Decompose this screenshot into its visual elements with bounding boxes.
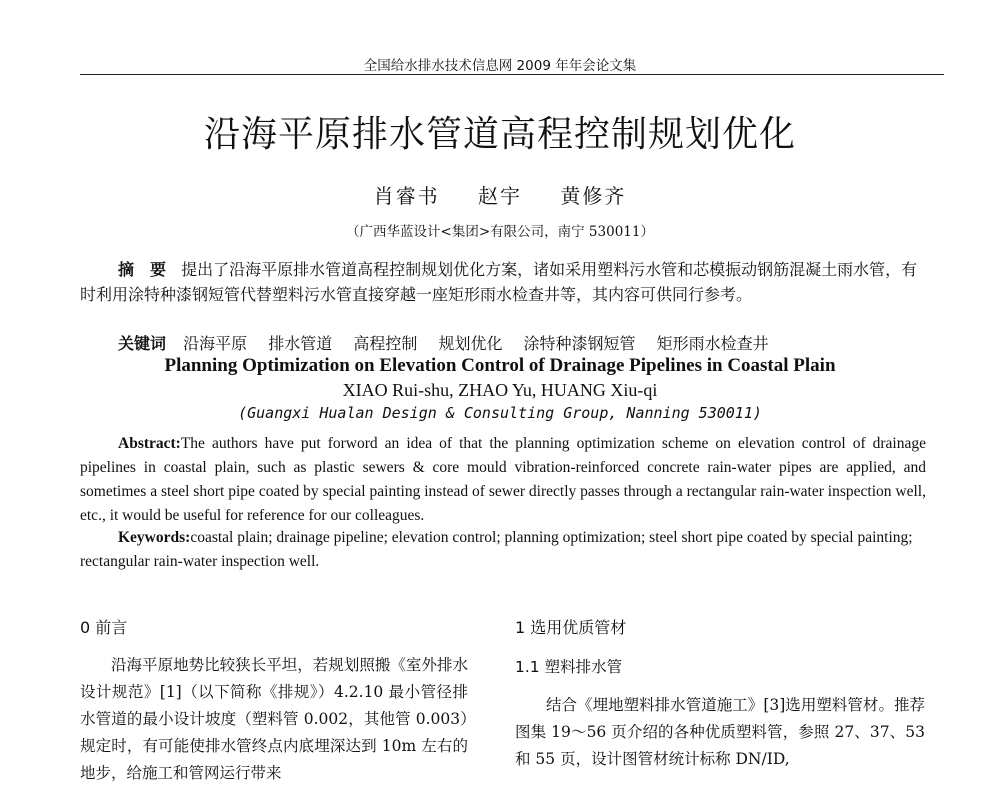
intro-paragraph: 沿海平原地势比较狭长平坦，若规划照搬《室外排水设计规范》[1]（以下简称《排规》）4.2.10 最小管径排水管道的最小设计坡度（塑料管 0.002，其他管 0.003）规定时，有可能使排水管终点内底埋深达到 10m 左右的地步，给施工和管网运行带来 xyxy=(80,656,468,782)
section-heading-materials: 1 选用优质管材 xyxy=(515,618,627,637)
keywords-cn xyxy=(118,331,938,354)
english-keywords xyxy=(80,526,926,574)
keyword-cn-item: 排水管道 xyxy=(268,334,333,353)
english-authors: XIAO Rui-shu, ZHAO Yu, HUANG Xiu-qi xyxy=(342,380,658,400)
author-1: 肖睿书 xyxy=(373,184,440,208)
english-affiliation: (Guangxi Hualan Design & Consulting Group, Nanning 530011) xyxy=(238,404,762,422)
english-abstract-text: The authors have put forword an idea of that the planning optimization scheme on elevation control of drainage pipelines in coastal plain, such as plastic sewers & core mould vibration-reinforced concrete rain-water pipes are applied, and sometimes a steel short pipe coated by special painting instead of sewer directly passes through a rectangular rain-water inspection well, etc., it would be useful for reference for our colleagues. xyxy=(80,435,926,524)
abstract-cn-text: 提出了沿海平原排水管道高程控制规划优化方案，诸如采用塑料污水管和芯模振动钢筋混凝土雨水管，有时利用涂特种漆钢短管代替塑料污水管直接穿越一座矩形雨水检查井等，其内容可供同行参考。 xyxy=(80,260,918,304)
keywords-cn-label: 关键词 xyxy=(118,334,167,353)
author-3: 黄修齐 xyxy=(560,184,627,208)
running-header: 全国给水排水技术信息网 2009 年年会论文集 xyxy=(363,58,637,74)
paper-title: 沿海平原排水管道高程控制规划优化 xyxy=(203,114,796,155)
keyword-cn-item: 涂特种漆钢短管 xyxy=(523,334,636,353)
keyword-cn-item: 规划优化 xyxy=(438,334,503,353)
authors xyxy=(0,180,1000,209)
keyword-cn-item: 沿海平原 xyxy=(183,334,248,353)
header-rule xyxy=(80,74,944,75)
keyword-cn-item: 矩形雨水检查井 xyxy=(656,334,769,353)
keyword-cn-item: 高程控制 xyxy=(353,334,418,353)
abstract-cn xyxy=(80,257,926,307)
affiliation: （广西华蓝设计<集团>有限公司，南宁 530011） xyxy=(346,224,654,240)
english-abstract xyxy=(80,432,926,528)
english-title: Planning Optimization on Elevation Control of Drainage Pipelines in Coastal Plain xyxy=(164,355,836,376)
materials-paragraph: 结合《埋地塑料排水管道施工》[3]选用塑料管材。推荐图集 19～56 页介绍的各种优质塑料管，参照 27、37、53 和 55 页，设计图管材统计标称 DN/ID, xyxy=(515,696,925,768)
author-2: 赵宇 xyxy=(478,184,522,208)
english-abstract-label: Abstract: xyxy=(118,435,181,452)
subsection-heading-plastic: 1.1 塑料排水管 xyxy=(515,658,623,676)
abstract-cn-label: 摘 要 xyxy=(118,260,167,279)
section-heading-intro: 0 前言 xyxy=(80,618,128,637)
english-keywords-label: Keywords: xyxy=(118,529,191,546)
english-keywords-text: coastal plain; drainage pipeline; elevation control; planning optimization; steel short pipe coated by special painting; rectangular rain-water inspection well. xyxy=(80,529,913,570)
